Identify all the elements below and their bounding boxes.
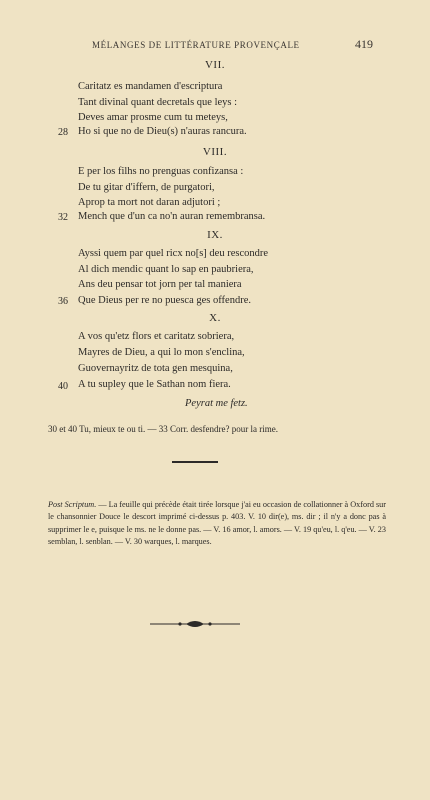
verse-line: Ayssi quem par quel ricx no[s] deu rescondre	[78, 248, 269, 259]
verse-line: Mench que d'un ca no'n auran remembransa.	[78, 211, 266, 222]
verse-line: Que Dieus per re no puesca ges offendre.	[78, 295, 251, 306]
stanza-heading: VII.	[204, 59, 226, 71]
verse-line: Guovernayritz de tota gen mesquina,	[78, 363, 233, 374]
poem-signoff: Peyrat me fetz.	[185, 398, 248, 409]
verse-line: Caritatz es mandamen d'escriptura	[78, 81, 223, 92]
ornament-icon	[150, 618, 240, 630]
line-number: 28	[58, 127, 68, 138]
line-number: 36	[58, 296, 68, 307]
verse-line: Al dich mendic quant lo sap en paubriera,	[78, 264, 254, 275]
separator-rule	[172, 461, 218, 463]
running-title: MÉLANGES DE LITTÉRATURE PROVENÇALE	[92, 40, 300, 50]
verse-line: A tu supley que le Sathan nom fiera.	[78, 379, 231, 390]
postscript-text: — La feuille qui précède était tirée lorsque j'ai eu occasion de collationner à Oxford sur le chansonnier Douce le descort imprimé ci-dessus p. 403. V. 10 dir(e), ms. dir ; il n'y a donc pas à supprimer le e, puisque le ms. ne le donne pas. — V. 16 amor, l. amors. — V. 19 qu'eu, l. q'eu. — V. 23 semblan, l. senblan. — V. 30 warques, l. marques.	[48, 500, 386, 547]
stanza-heading: X.	[209, 312, 221, 324]
verse-line: Mayres de Dieu, a qui lo mon s'enclina,	[78, 347, 245, 358]
stanza-heading: IX.	[207, 229, 223, 241]
line-number: 40	[58, 381, 68, 392]
verse-line: A vos qu'etz flors et caritatz sobriera,	[78, 331, 235, 342]
verse-line: Ho si que no de Dieu(s) n'auras rancura.	[78, 126, 247, 137]
page-number: 419	[355, 37, 373, 51]
verse-line: Tant divinal quant decretals que leys :	[78, 97, 238, 108]
variant-note: 30 et 40 Tu, mieux te ou ti. — 33 Corr. desfendre? pour la rime.	[48, 424, 278, 434]
verse-line: E per los filhs no prenguas confizansa :	[78, 166, 244, 177]
line-number: 32	[58, 212, 68, 223]
postscript	[48, 499, 386, 549]
verse-line: Aprop ta mort not daran adjutori ;	[78, 197, 221, 208]
verse-line: Deves amar prosme cum tu meteys,	[78, 112, 228, 123]
stanza-heading: VIII.	[202, 146, 228, 158]
verse-line: De tu gitar d'iffern, de purgatori,	[78, 182, 215, 193]
verse-line: Ans deu pensar tot jorn per tal maniera	[78, 279, 242, 290]
postscript-label: Post Scriptum.	[48, 500, 97, 509]
